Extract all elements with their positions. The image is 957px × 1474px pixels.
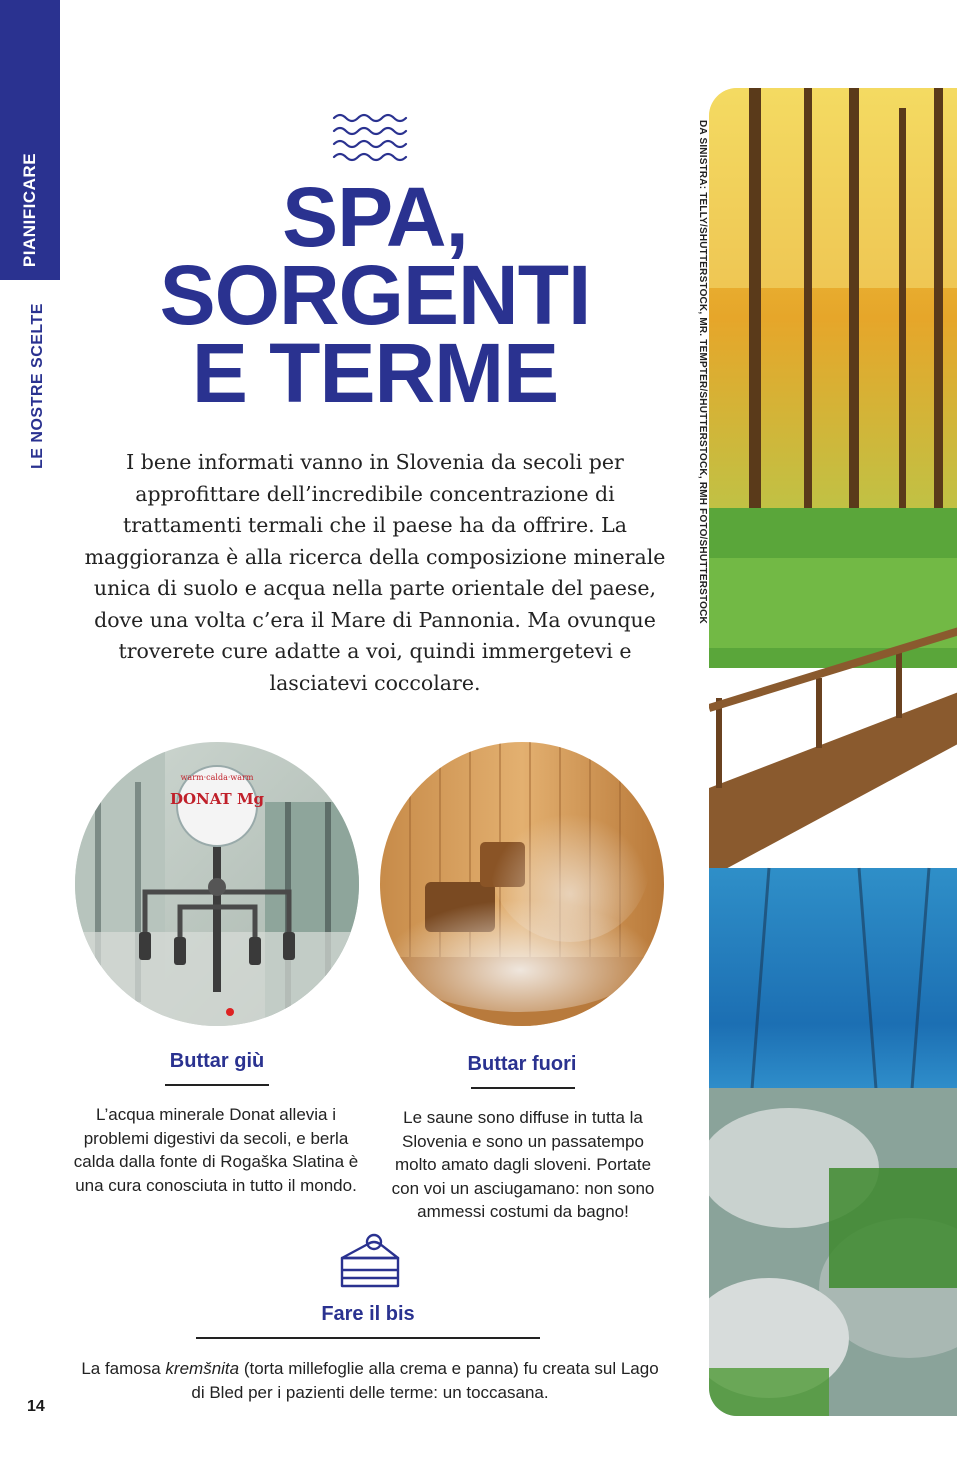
sauna-photo <box>380 742 664 1026</box>
title-line: E TERME <box>191 326 559 420</box>
page-title <box>75 170 675 420</box>
title-line: SPA, <box>282 170 468 264</box>
feature-divider <box>471 1087 575 1089</box>
feature-title: Buttar giù <box>169 1050 265 1072</box>
extra-body-italic: kremšnita <box>165 1359 240 1378</box>
cake-icon <box>338 1232 402 1288</box>
feature-body: Le saune sono diffuse in tutta la Slovenia e sono un passatempo molto amato dagli sloveni. Portate con voi un asciugamano: non sono ammessi costumi da bagno! <box>391 1108 655 1221</box>
extra-divider <box>196 1337 540 1339</box>
forest-stream-photo <box>709 88 957 1416</box>
section-label: PIANIFICARE <box>20 152 39 268</box>
waves-icon <box>332 112 408 162</box>
title-line: SORGENTI <box>159 248 591 342</box>
extra-body-text: La famosa <box>81 1359 166 1378</box>
donat-tap-photo <box>75 742 359 1026</box>
donat-label: DONAT Mg <box>169 790 265 808</box>
section-tab <box>0 0 60 280</box>
feature-body: L’acqua minerale Donat allevia i problemi digestivi da secoli, e berla calda dalla fonte di Rogaška Slatina è una cura conosciuta in tutto il mondo. <box>73 1105 359 1195</box>
page-number: 14 <box>27 1398 45 1415</box>
subsection-label: LE NOSTRE SCELTE <box>29 303 46 469</box>
extra-body-text: (torta millefoglie alla crema e panna) fu creata sul Lago di Bled per i pazienti delle terme: un toccasana. <box>191 1359 659 1402</box>
extra-title: Fare il bis <box>321 1303 415 1325</box>
extra-body <box>80 1357 660 1404</box>
photo-credit: DA SINISTRA: TELLY/SHUTTERSTOCK, MR. TEMPTER/SHUTTERSTOCK, RMH FOTO/SHUTTERSTOCK <box>697 120 708 624</box>
intro-paragraph: I bene informati vanno in Slovenia da secoli per approfittare dell’incredibile concentrazione di trattamenti termali che il paese ha da offrire. La maggioranza è alla ricerca della composizione minerale unica di suolo e acqua nella parte orientale del paese, dove una volta c’era il Mare di Pannonia. Ma ovunque troverete cure adatte a voi, quindi immergetevi e lasciatevi coccolare. <box>84 450 666 695</box>
feature-title: Buttar fuori <box>467 1053 577 1075</box>
feature-divider <box>165 1084 269 1086</box>
donat-ring-label: warm·calda·warm <box>180 773 254 782</box>
